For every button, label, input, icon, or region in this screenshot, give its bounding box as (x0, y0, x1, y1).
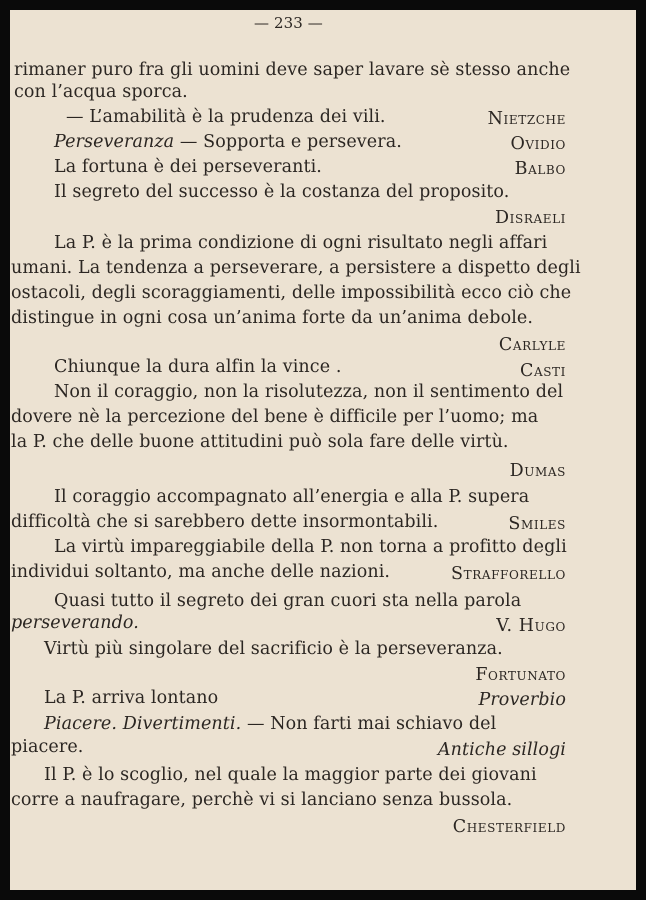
text-line: rimaner puro fra gli uomini deve saper lavare sè stesso anche (14, 60, 571, 80)
quote-author: Smiles (508, 514, 566, 534)
quote-author: Casti (519, 361, 566, 381)
quote-text: — L’amabilità è la prudenza dei vili. (66, 107, 386, 127)
quote-author: Strafforello (451, 564, 566, 584)
book-page (10, 10, 636, 890)
quote-text: — Sopporta e persevera. (174, 132, 402, 152)
text-line: perseverando. (11, 613, 139, 633)
quote-author: Nietzche (487, 109, 566, 129)
quote-author: Antiche sillogi (437, 740, 566, 760)
quote-author: Dumas (509, 461, 566, 481)
text-line: distingue in ogni cosa un’anima forte da un’anima debole. (11, 308, 534, 328)
quote-line (44, 713, 496, 735)
quote-text: Il segreto del successo è la costanza del proposito. (54, 182, 510, 202)
quote-text: La P. arriva lontano (44, 688, 219, 708)
quote-author: Fortunato (475, 665, 566, 685)
text-line: Non il coraggio, non la risolutezza, non il sentimento del (54, 382, 564, 402)
text-line: difficoltà che si sarebbero dette insormontabili. (11, 512, 439, 532)
text-line: piacere. (11, 737, 84, 757)
quote-author: Balbo (514, 159, 566, 179)
text-line: Quasi tutto il segreto dei gran cuori sta nella parola (54, 591, 522, 611)
text-line: dovere nè la percezione del bene è difficile per l’uomo; ma (11, 407, 539, 427)
quote-line (54, 131, 402, 153)
text-line: Il coraggio accompagnato all’energia e alla P. supera (54, 487, 530, 507)
quote-text: Virtù più singolare del sacrificio è la perseveranza. (44, 639, 503, 659)
text-line: — Non farti mai schiavo del (241, 714, 497, 734)
text-line: La P. è la prima condizione di ogni risultato negli affari (54, 233, 548, 253)
quote-text: La fortuna è dei perseveranti. (54, 157, 322, 177)
text-line: corre a naufragare, perchè vi si lanciano senza bussola. (11, 790, 513, 810)
text-line: ostacoli, degli scoraggiamenti, delle impossibilità ecco ciò che (11, 283, 572, 303)
quote-author: Chesterfield (452, 817, 566, 837)
text-line: la P. che delle buone attitudini può sola fare delle virtù. (11, 432, 509, 452)
quote-author: Proverbio (478, 690, 566, 710)
quote-author: Ovidio (510, 134, 566, 154)
text-line: Il P. è lo scoglio, nel quale la maggior parte dei giovani (44, 765, 537, 785)
text-line: La virtù impareggiabile della P. non torna a profitto degli (54, 537, 567, 557)
text-line: umani. La tendenza a perseverare, a persistere a dispetto degli (11, 258, 581, 278)
page-number: — 233 — (254, 14, 323, 32)
text-line: individui soltanto, ma anche delle nazioni. (11, 562, 391, 582)
text-line: con l’acqua sporca. (14, 82, 188, 102)
quote-author: V. Hugo (496, 616, 566, 636)
topic-heading: Perseveranza (54, 132, 175, 152)
quote-author: Disraeli (495, 208, 566, 228)
topic-heading: Piacere. Divertimenti. (44, 714, 242, 734)
quote-author: Carlyle (498, 335, 566, 355)
quote-text: Chiunque la dura alfin la vince . (54, 357, 342, 377)
